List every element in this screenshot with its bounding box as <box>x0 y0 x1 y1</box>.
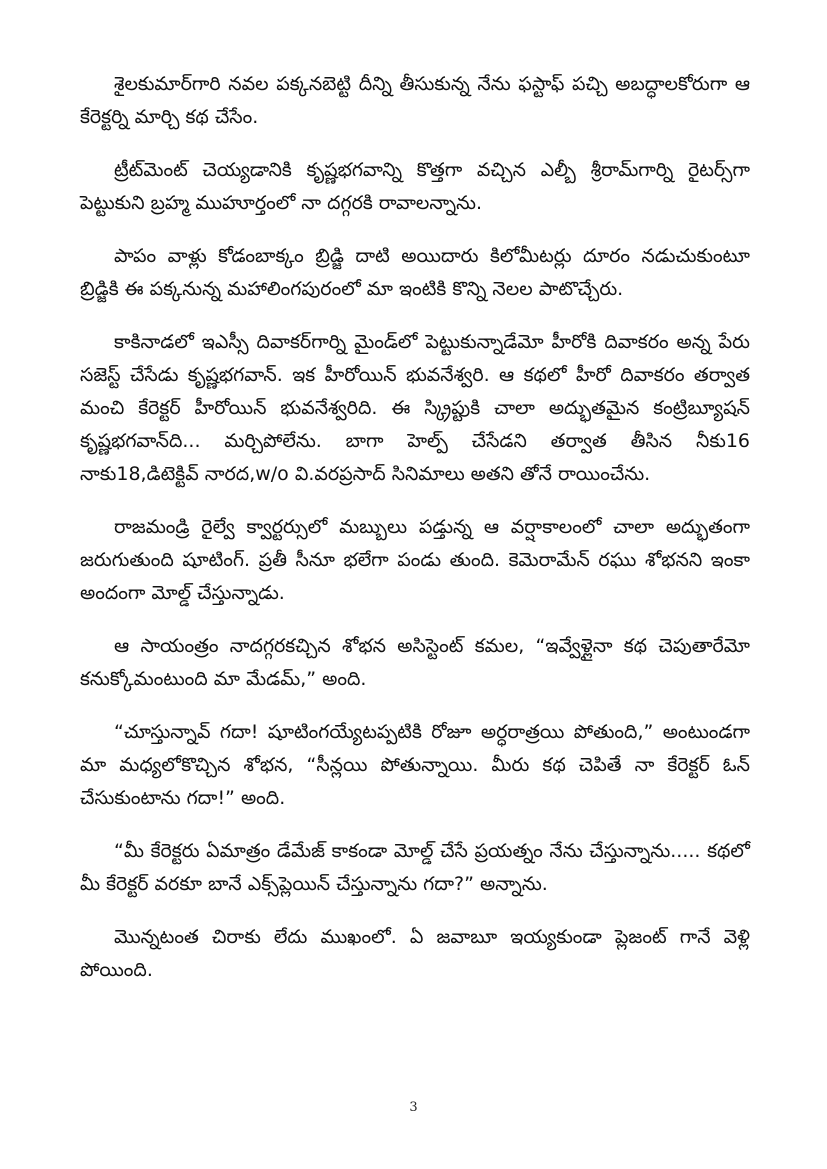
page-body <box>80 68 750 1007</box>
page-number: 3 <box>409 1100 418 1115</box>
paragraph: మొన్నటంత చిరాకు లేదు ముఖంలో. ఏ జవాబూ ఇయ్యకుండా ప్లెజంట్ గానే వెళ్లి పోయింది. <box>80 926 750 981</box>
paragraph: శైలకుమార్‌గారి నవల పక్కనబెట్టి దీన్ని తీసుకున్న నేను ఫస్టాఫ్ పచ్చి అబద్ధాలకోరుగా ఆ కేరెక్టర్ని మార్చి కథ చేసేం. <box>80 73 750 128</box>
paragraph: పాపం వాళ్లు కోడంబాక్కం బ్రిడ్జి దాటి అయిదారు కిలోమీటర్లు దూరం నడుచుకుంటూ బ్రిడ్జికి ఈ పక్కనున్న మహాలింగపురంలో మా ఇంటికి కొన్ని నెలల పాటొచ్చేరు. <box>80 245 750 300</box>
paragraph: కాకినాడలో ఇఎస్సీ దివాకర్‌గార్ని మైండ్‌లో పెట్టుకున్నాడేమో హీరోకి దివాకరం అన్న పేరు సజెస్ట్ చేసేడు కృష్ణభగవాన్. ఇక హీరోయిన్ భువనేశ్వరి. ఆ కథలో హీరో దివాకరం తర్వాత మంచి కేరెక్టర్ హీరోయిన్ భువనేశ్వరిది. ఈ స్క్రిప్టుకి చాలా అద్భుతమైన కంట్రిబ్యూషన్ కృష్ణభగవాన్‌ది... మర్చిపోలేను. బాగా హెల్ప్ చేసేడని తర్వాత తీసిన నీకు16 నాకు18,డిటెక్టివ్ నారద,w/o వి.వరప్రసాద్ సినిమాలు అతని తోనే రాయించేను. <box>80 331 750 485</box>
paragraph: “చూస్తున్నావ్ గదా! షూటింగయ్యేటప్పటికి రోజూ అర్ధరాత్రయి పోతుంది,” అంటుండగా మా మధ్యలోకొచ్చిన శోభన, “సీన్లయి పోతున్నాయి. మీరు కథ చెపితే నా కేరెక్టర్ ఓన్ చేసుకుంటాను గదా!” అంది. <box>80 721 750 809</box>
paragraph: “మీ కేరెక్టరు ఏమాత్రం డేమేజ్ కాకండా మోల్డ్ చేసే ప్రయత్నం నేను చేస్తున్నాను..... కథలో మీ కేరెక్టర్ వరకూ బానే ఎక్స్‌ప్లెయిన్ చేస్తున్నాను గదా?” అన్నాను. <box>80 840 750 895</box>
paragraph: ట్రీట్‌మెంట్ చెయ్యడానికి కృష్ణభగవాన్ని కొత్తగా వచ్చిన ఎల్బీ శ్రీరామ్‌గార్ని రైటర్స్‌గా పెట్టుకుని బ్రహ్మ ముహూర్తంలో నా దగ్గరకి రావాలన్నాను. <box>80 159 750 214</box>
paragraph: రాజమండ్రి రైల్వే క్వార్టర్సులో మబ్బులు పడ్తున్న ఆ వర్షాకాలంలో చాలా అద్భుతంగా జరుగుతుంది షూటింగ్. ప్రతీ సీనూ భలేగా పండు తుంది. కెమెరామేన్ రఘు శోభనని ఇంకా అందంగా మోల్డ్ చేస్తున్నాడు. <box>80 516 750 604</box>
paragraph: ఆ సాయంత్రం నాదగ్గరకచ్చిన శోభన అసిస్టెంట్ కమల, “ఇవ్వేళ్లైనా కథ చెపుతారేమో కనుక్కోమంటుంది మా మేడమ్,” అంది. <box>80 635 750 690</box>
